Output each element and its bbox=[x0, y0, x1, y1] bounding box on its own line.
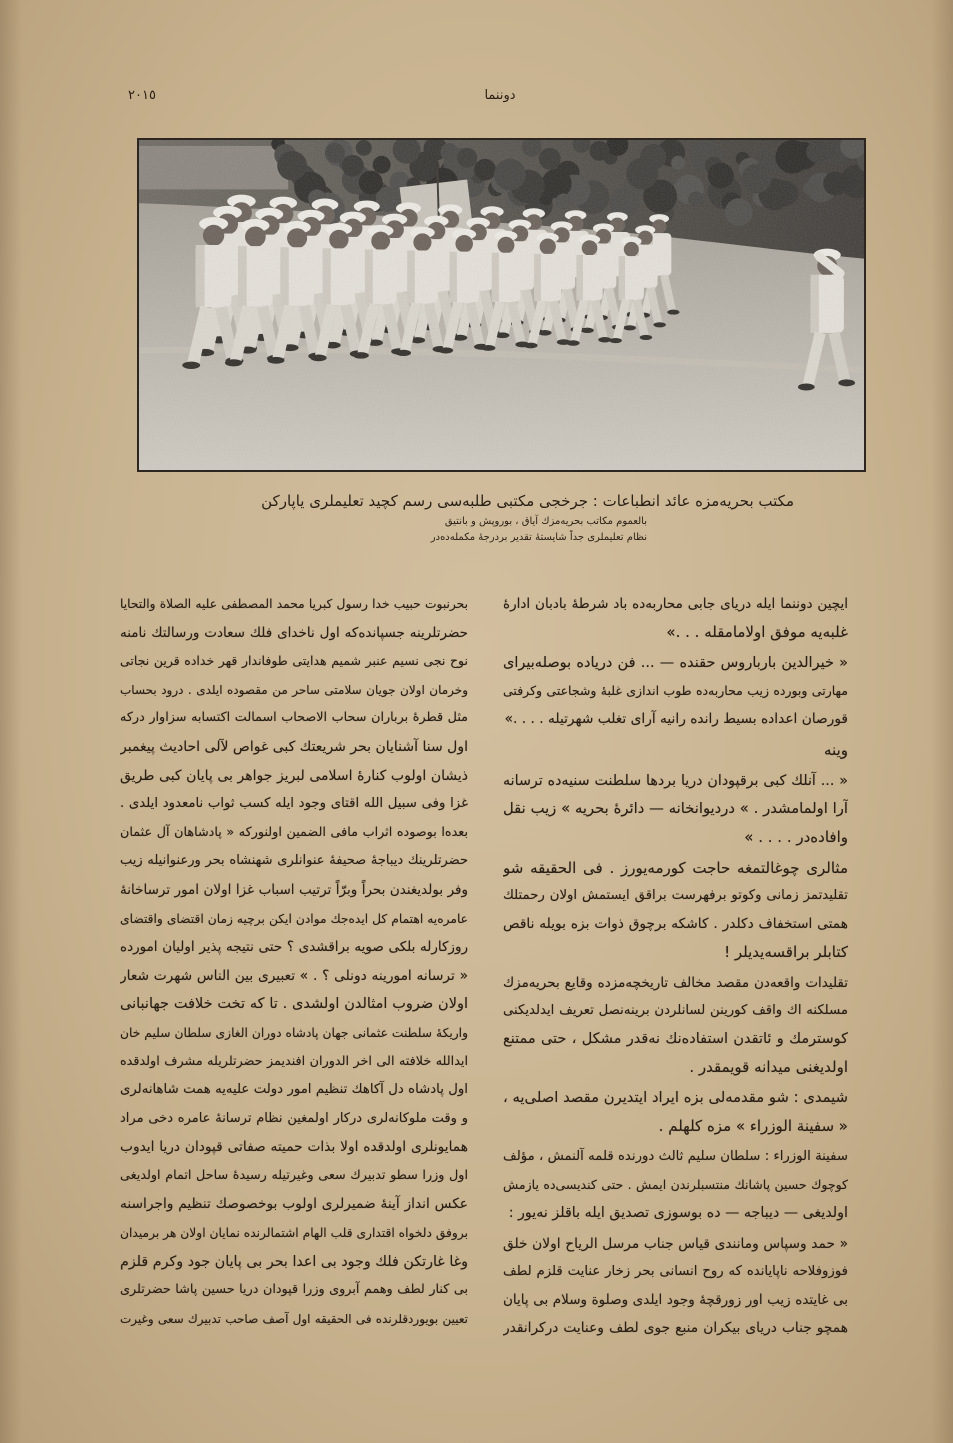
text-line: بعده‌ا بوصوده اثراب مافى الضمين اولنوركه « پادشاهان آل عثمان bbox=[120, 824, 468, 840]
text-line: بحرنبوت حبيب خدا رسول كبريا محمد المصطفى عليه الصلاة والتحايا bbox=[120, 597, 468, 611]
text-line: وخرمان اولان جويان سلامتى ساحر من مقصوده ايلدى . درود بحساب bbox=[120, 682, 468, 697]
running-title: دوننما bbox=[484, 88, 516, 103]
text-line: مهارتى وبورده زيب محاربه‌ده طوب اندازى غلبهٔ وشجاعتى وكرفتى bbox=[503, 683, 848, 698]
text-line: غلبه‌يه موفق اولامامقله . . .» bbox=[666, 623, 848, 641]
text-line: غزا وفى سبيل الله اقتاى وجود ايله كسب ثواب نامعدود ايلدى . bbox=[120, 796, 468, 812]
text-line: وينه bbox=[824, 741, 848, 759]
text-column-left bbox=[120, 590, 468, 1336]
text-line: « سفينة الوزراء » مزه كلهلم . bbox=[658, 1117, 848, 1135]
photo-subcaption-line: بالعموم مكاتب بحريه‌مزك آياق ، بوروپش و بانتيق bbox=[444, 516, 647, 527]
text-line: وافاده‌در . . . . » bbox=[744, 828, 848, 846]
text-line: نوح نجى نسيم عنبر شميم هدايتى طوفاندار قهر خداده قرين نجاتى bbox=[120, 653, 468, 669]
page-number: ٢٠١٥ bbox=[128, 88, 156, 103]
text-line: كوچوك حسين پاشانك منتسبلرندن ايمش . حتى كنديسى‌ده يازمش bbox=[503, 1177, 848, 1192]
text-line: روزكارله بلكى صويه براقشدى ؟ حتى نتيجه پذير اوليان امورده bbox=[120, 939, 468, 956]
text-line: واريكهٔ سلطنت عثمانى جهان پادشاه دوران الغازى سلطان سليم خان bbox=[120, 1025, 468, 1040]
text-line: ايدالله خلافته الى اخر الدوران افنديمز حضرتلريله مشرف اولدقده bbox=[120, 1053, 468, 1069]
text-line: عامره‌يه اهتمام كل ايده‌جك موادن ايكن برچيه زمان اقتضاى واقتضاى bbox=[120, 911, 468, 926]
paragraph bbox=[503, 736, 848, 764]
text-column-right bbox=[503, 590, 848, 1345]
text-line: تعيين بويوردقلرنده فى الحقيقه اول آصف صاحب تدبيرك سعى وغيرت bbox=[120, 1311, 468, 1326]
text-line: كتابلر براقسه‌يديلر ! bbox=[724, 943, 848, 961]
paragraph bbox=[120, 590, 468, 1333]
text-line: بى كنار لطف وهمم آبروى وزرا قپودان دريا حسين پاشا حضرتلرى bbox=[120, 1282, 468, 1298]
text-line: وفر بولديغندن بحراً وبرّاً ترتيب اسباب غزا اولان امور ترساخانهٔ bbox=[120, 881, 468, 898]
text-line: همچو جناب درياى بيكران منبع جوى لطف وعنايت دركرانقدر bbox=[503, 1320, 848, 1336]
photo-caption: مكتب بحريه‌مزه عائد انطباعات : جرخجى مكتبى طلبه‌سى رسم كچيد تعليملرى ياپاركن bbox=[261, 492, 794, 510]
text-line: اول پادشاه دل آكاهك تنظيم امور دولت عليه‌يه همت شاهانه‌لرى bbox=[120, 1082, 468, 1098]
text-line: تقليدات واقعه‌دن مقصد مخالف تاريخچه‌مزده وقايع بحريه‌مزك bbox=[503, 975, 848, 991]
text-line: « ترسانه امورينه دونلى ؟ . » تعبيرى بين الناس شهرت شعار bbox=[120, 967, 468, 984]
paragraph bbox=[503, 1084, 848, 1140]
text-line: مسلكنه اك واقف كورينن لسانلردن برينه‌نصل تعريف ايدلديكنى bbox=[503, 1003, 848, 1018]
text-line: ايچين دوننما ايله درياى جابى محاربه‌ده باد شرطهٔ بادبان ادارهٔ bbox=[503, 596, 848, 612]
text-line: شيمدى : شو مقدمه‌لى بزه ايراد ايتديرن مقصد اصلى‌يه ، bbox=[503, 1089, 848, 1106]
text-line: ذيشان اولوب كنارهٔ اسلامى لبريز جواهر بى پايان كبى طريق bbox=[120, 767, 468, 784]
paragraph bbox=[503, 1230, 848, 1342]
scan-edge-shadow bbox=[0, 0, 22, 1443]
text-line: عكس انداز آينهٔ ضميرلرى اولوب بوخصوصك تنظيم واجراسنه bbox=[120, 1196, 468, 1213]
text-line: همتى استخفاف دكلدر . كاشكه برچوق ذوات بزه بويله ناقص bbox=[503, 916, 848, 932]
text-line: اول وزرا سطو تدبيرك سعى وغيرتيله رسيدهٔ ساحل اتمام اولديغى bbox=[120, 1167, 468, 1183]
text-line: قورصان اعداده بسيط رانده رانيه آراى تغلب شهرتيله . . . .» bbox=[504, 711, 848, 727]
text-line: همايونلرى اولدقده اولا بذات حميته صفاتى قپودان دريا ايدوب bbox=[120, 1139, 468, 1156]
text-line: بى غايتده زيب اور زورقچهٔ وجود ايلدى وصلوة وسلام بى پايان bbox=[503, 1292, 848, 1308]
text-line: حضرتلرينك ديباجهٔ صحيفهٔ عنوانلرى شهنشاه بحر ورعنوانيله زيب bbox=[120, 853, 468, 869]
text-line: « ... آنلك كبى برقپودان دريا بردها سلطنت سنيه‌ده ترسانه bbox=[503, 773, 848, 789]
text-line: « حمد وسپاس ومانندى قياس جناب مرسل الرياح اولان خلق bbox=[503, 1236, 848, 1252]
text-line: « خيرالدين بارباروس حقنده — ... فن درياده بوصله‌بيراى bbox=[503, 655, 848, 671]
text-line: سفينة الوزراء : سلطان سليم ثالث دورنده قلمه آلنمش ، مؤلف bbox=[503, 1149, 848, 1164]
text-line: وغا غارتكن فلك وجود بى اعدا بحر بى پايان جود وكرم قلزم bbox=[120, 1253, 468, 1270]
text-line: اولديغى — ديباجه — ده بوسوزى تصديق ايله باقلز نه‌يور : bbox=[508, 1205, 848, 1221]
photo-cadets-marching bbox=[137, 138, 866, 472]
photo-grain bbox=[139, 140, 864, 470]
text-line: مثل قطرهٔ برباران سحاب الاصحاب اسمالت اكتسابه سزاوار دركه bbox=[120, 710, 468, 726]
paragraph bbox=[503, 649, 848, 733]
paragraph bbox=[503, 767, 848, 851]
text-line: آرا اولمامشدر . » درديوانخانه — دائرهٔ بحريه » زيب نقل bbox=[503, 800, 848, 817]
scan-edge-shadow bbox=[931, 0, 953, 1443]
paragraph bbox=[503, 1143, 848, 1227]
text-line: اول سنا آشنايان بحر شريعتك كبى غواص لآلى احاديث پيغمبر bbox=[120, 738, 468, 755]
photo-subcaption-line: نظام تعليملرى جداً شايستهٔ تقدير بردرجهٔ مكمله‌ده‌در bbox=[430, 532, 647, 543]
paragraph bbox=[503, 590, 848, 646]
text-line: بروفق دلخواه اقتدارى قلب الهام اشتمالرنده نمايان اولان هر برميدان bbox=[120, 1226, 468, 1241]
text-line: اولديغنى ميدانه قويمقدر . bbox=[689, 1058, 848, 1076]
paragraph bbox=[503, 969, 848, 1081]
text-line: و وقت ملوكانه‌لرى دركار اولمغين نظام ترسانهٔ عامره دخى مراد bbox=[120, 1110, 468, 1126]
photograph bbox=[139, 140, 864, 470]
text-line: كوسترمك و ئاتقدن استفاده‌نك نه‌قدر مشكل ، حتى ممتنع bbox=[503, 1031, 848, 1047]
text-line: حضرتلرينه جسپانده‌كه اول ناخداى فلك سعادت ورسالتك نامنه bbox=[120, 624, 468, 641]
text-line: اولان ضروب امثالدن اولشدى . تا كه تخت خلافت جهانبانى bbox=[120, 996, 468, 1013]
text-line: فوزوفلاحه ناپايانده كه روح انسانى بحر زخار عنايت قلزم لطف bbox=[503, 1264, 848, 1279]
text-line: مثالرى چوغالتمغه حاجت كورمه‌يورز . فى الحقيقه شو bbox=[503, 859, 848, 877]
text-line: تقليدتمز زمانى وكوتو برفهرست براقق ايستمش اولان رحمتلك bbox=[503, 888, 848, 903]
paragraph bbox=[503, 854, 848, 966]
